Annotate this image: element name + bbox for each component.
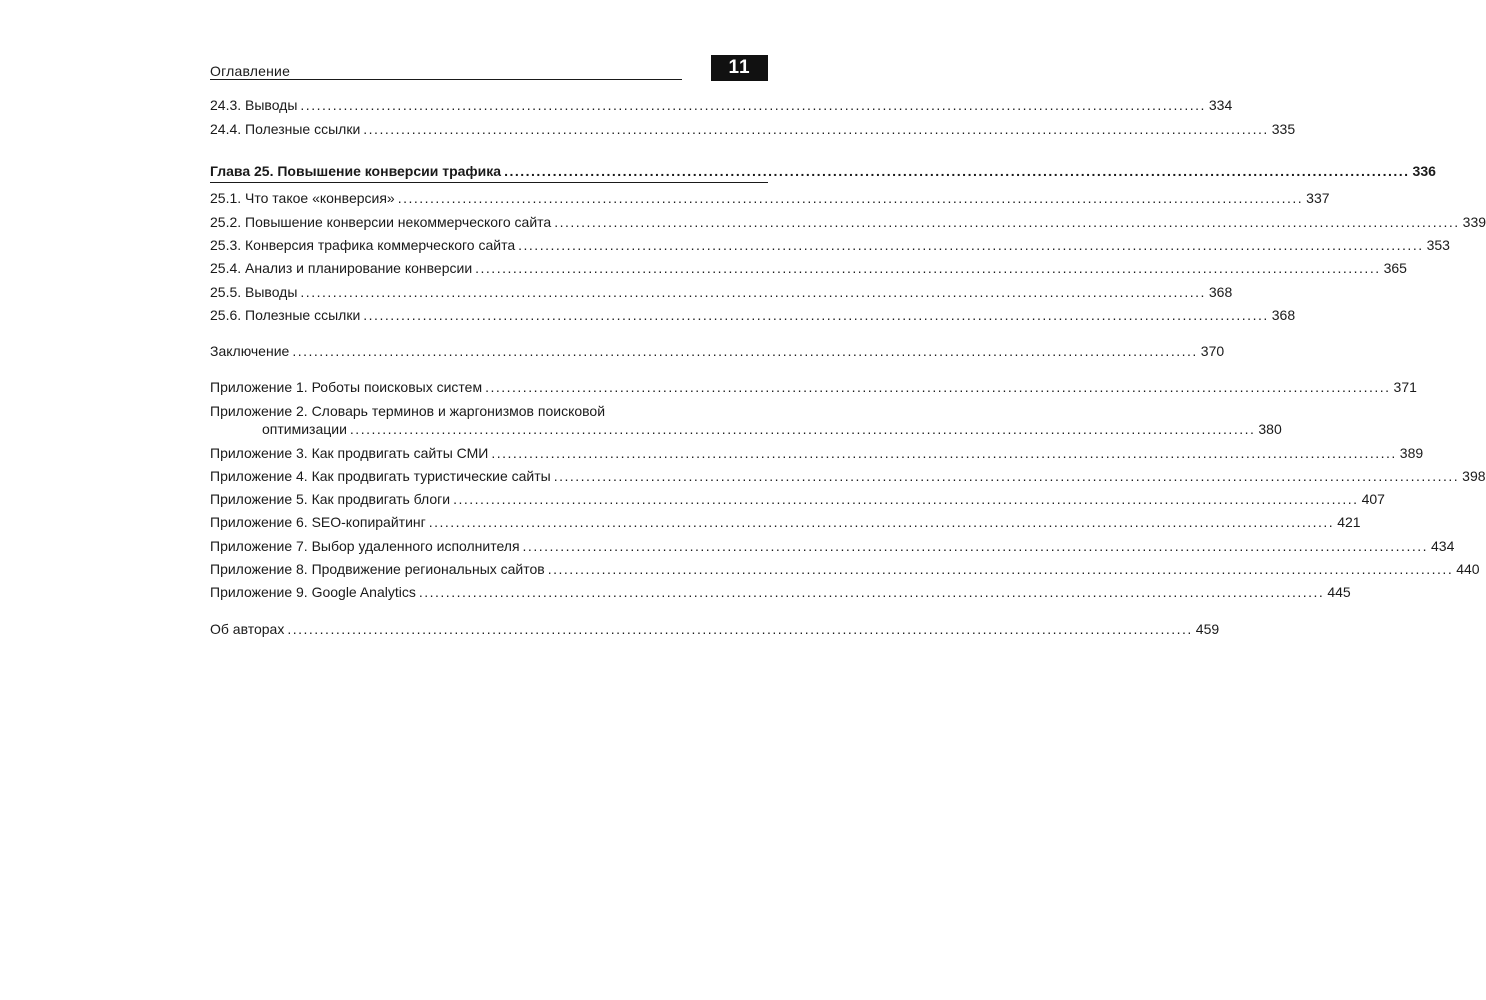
leader-dots: ........................................................................................................................................................................ (418, 584, 1325, 600)
toc-entry-title: Приложение 8. Продвижение региональных сайтов (210, 561, 545, 577)
running-header-title: Оглавление (210, 63, 291, 79)
toc-entry-appendix-7[interactable] (210, 537, 1455, 555)
leader-dots: ........................................................................................................................................................................ (485, 379, 1391, 395)
toc-entry-title: Приложение 5. Как продвигать блоги (210, 491, 451, 507)
toc-entry-title: 25.6. Полезные ссылки (210, 307, 361, 323)
toc-entry-appendix-3[interactable] (210, 444, 1424, 462)
toc-entry-title: Приложение 1. Роботы поисковых систем (210, 379, 483, 395)
leader-dots: ........................................................................................................................................................................ (453, 491, 1359, 507)
toc-entry-title-continued: оптимизации (262, 421, 347, 437)
leader-dots: ........................................................................................................................................................................ (287, 621, 1193, 637)
leader-dots: ........................................................................................................................................................................ (518, 237, 1424, 253)
leader-dots: ........................................................................................................................................................................ (300, 284, 1206, 300)
toc-entry-page: 421 (1337, 514, 1361, 530)
toc-entry-title: Приложение 4. Как продвигать туристические сайты (210, 468, 551, 484)
toc-entry-page: 368 (1271, 307, 1296, 323)
toc-entry-title: 24.4. Полезные ссылки (210, 121, 361, 137)
toc-entry-title: Приложение 2. Словарь терминов и жаргонизмов поисковой (210, 403, 606, 419)
toc-entry-page: 407 (1361, 491, 1385, 507)
toc-entry-title: Приложение 3. Как продвигать сайты СМИ (210, 445, 489, 461)
toc-entry-page: 440 (1456, 561, 1480, 577)
toc-entry-title: 24.3. Выводы (210, 97, 298, 113)
toc-entry-appendix-1[interactable] (210, 378, 1417, 396)
toc-entry-25-3[interactable] (210, 236, 1450, 254)
toc-entry-page: 445 (1327, 584, 1351, 600)
toc-entry-page: 389 (1399, 445, 1424, 461)
toc-entry-title: 25.1. Что такое «конверсия» (210, 190, 395, 206)
toc-entry-title: Приложение 6. SEO-копирайтинг (210, 514, 426, 530)
leader-dots: ........................................................................................................................................................................ (428, 514, 1335, 530)
page-number-badge: 11 (711, 55, 768, 81)
toc-entry-appendix-4[interactable] (210, 467, 1486, 485)
toc-entry-25-4[interactable] (210, 259, 1407, 277)
header-rule (210, 79, 682, 80)
toc-entry-about-authors[interactable] (210, 620, 1220, 638)
toc-entry-page: 434 (1431, 538, 1455, 554)
leader-dots: ........................................................................................................................................................................ (397, 190, 1304, 206)
toc-entry-title: 25.2. Повышение конверсии некоммерческого сайта (210, 214, 552, 230)
toc-entry-page: 337 (1306, 190, 1330, 206)
toc-entry-24-4[interactable] (210, 120, 1296, 138)
chapter-rule (210, 182, 768, 183)
toc-entry-25-5[interactable] (210, 283, 1233, 301)
toc-entry-page: 380 (1258, 421, 1282, 437)
toc-entry-page: 459 (1195, 621, 1220, 637)
leader-dots: ........................................................................................................................................................................ (292, 343, 1198, 359)
toc-entry-title: Заключение (210, 343, 290, 359)
leader-dots: ........................................................................................................................................................................ (300, 97, 1206, 113)
toc-entry-title: Приложение 9. Google Analytics (210, 584, 416, 600)
leader-dots: ........................................................................................................................................................................ (349, 421, 1256, 437)
leader-dots: ........................................................................................................................................................................ (553, 468, 1460, 484)
toc-entry-page: 370 (1200, 343, 1225, 359)
toc-entry-title: Глава 25. Повышение конверсии трафика (210, 163, 502, 179)
toc-entry-title: 25.4. Анализ и планирование конверсии (210, 260, 473, 276)
toc-entry-24-3[interactable] (210, 96, 1233, 114)
toc-entry-conclusion[interactable] (210, 342, 1225, 360)
toc-entry-appendix-6[interactable] (210, 513, 1361, 531)
leader-dots: ........................................................................................................................................................................ (547, 561, 1454, 577)
toc-entry-title: Об авторах (210, 621, 285, 637)
toc-entry-page: 365 (1383, 260, 1407, 276)
leader-dots: ........................................................................................................................................................................ (522, 538, 1429, 554)
toc-entry-page: 398 (1462, 468, 1486, 484)
toc-entry-page: 336 (1412, 163, 1436, 179)
toc-entry-page: 353 (1426, 237, 1450, 253)
toc-entry-page: 339 (1462, 214, 1486, 230)
toc-entry-appendix-9[interactable] (210, 583, 1351, 601)
toc-entry-appendix-5[interactable] (210, 490, 1385, 508)
leader-dots: ........................................................................................................................................................................ (491, 445, 1397, 461)
toc-entry-title: Приложение 7. Выбор удаленного исполнителя (210, 538, 520, 554)
toc-entry-title: 25.3. Конверсия трафика коммерческого сайта (210, 237, 516, 253)
toc-entry-25-1[interactable] (210, 189, 1330, 207)
toc-entry-page: 334 (1208, 97, 1233, 113)
leader-dots: ........................................................................................................................................................................ (363, 121, 1269, 137)
toc-entry-page: 335 (1271, 121, 1296, 137)
leader-dots: ........................................................................................................................................................................ (363, 307, 1269, 323)
toc-entry-appendix-8[interactable] (210, 560, 1480, 578)
leader-dots: ........................................................................................................................................................................ (554, 214, 1460, 230)
toc-entry-page: 368 (1208, 284, 1233, 300)
toc-entry-page: 371 (1393, 379, 1417, 395)
toc-entry-25-6[interactable] (210, 306, 1296, 324)
leader-dots: ........................................................................................................................................................................ (475, 260, 1381, 276)
leader-dots: ........................................................................................................................................................................ (504, 163, 1410, 179)
page-header (210, 55, 768, 81)
toc-entry-25-2[interactable] (210, 213, 1486, 231)
toc-entry-appendix-2[interactable] (210, 402, 1282, 438)
toc-page (210, 55, 1486, 637)
toc-entry-title: 25.5. Выводы (210, 284, 298, 300)
toc-entry-chapter-25[interactable] (210, 162, 1436, 180)
